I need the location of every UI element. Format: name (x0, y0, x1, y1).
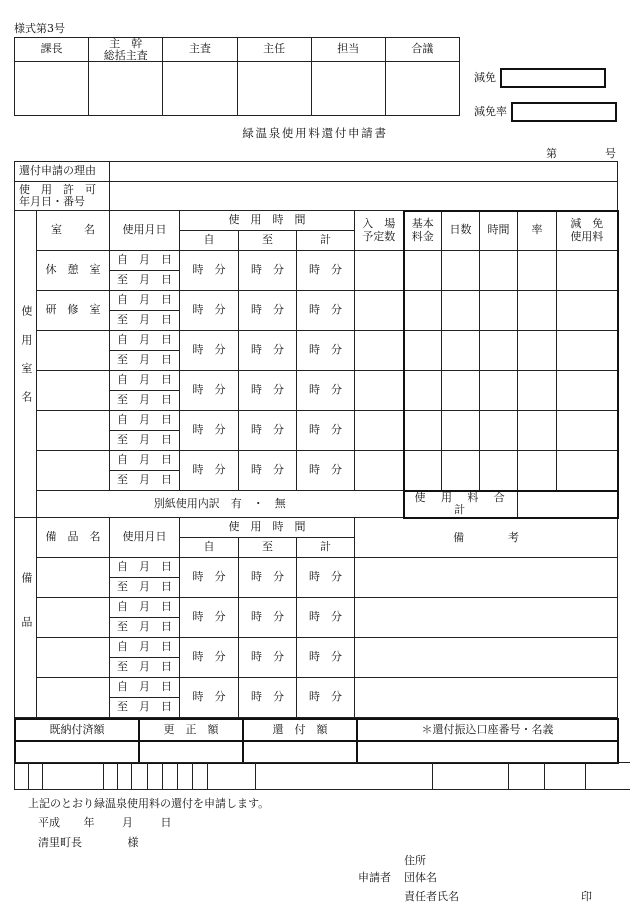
col-rate: 率 (518, 211, 557, 251)
col-equipment-name: 備 品 名 (37, 518, 110, 558)
main-table (14, 161, 619, 718)
date-month: 月 (122, 816, 133, 829)
reason-input[interactable] (110, 162, 618, 182)
expected-people-cell[interactable] (355, 451, 404, 491)
expected-people-cell[interactable] (355, 251, 404, 291)
reason-label: 還付申請の理由 (15, 162, 110, 182)
time-to[interactable]: 時 分 (239, 251, 297, 291)
menjo-field (474, 68, 606, 88)
date-from[interactable]: 自 月 日 (110, 411, 180, 431)
addressee-sama: 様 (127, 836, 139, 849)
applicant-label: 申請者 (358, 871, 391, 884)
equip-time-to[interactable]: 時 分 (239, 678, 297, 718)
digit-box[interactable] (118, 763, 132, 790)
approval-stamp-cell[interactable] (163, 62, 237, 116)
col-remarks: 備 考 (355, 518, 618, 558)
room-name: 研 修 室 (37, 291, 110, 331)
equip-date-from[interactable]: 自 月 日 (110, 678, 180, 698)
digit-box[interactable] (208, 763, 256, 790)
col-use-time: 使 用 時 間 (180, 211, 355, 231)
base-fee-cell[interactable] (404, 371, 442, 411)
rate-cell[interactable] (518, 411, 557, 451)
account-label: ＊還付振込口座番号・名義 (357, 719, 618, 741)
date-to[interactable]: 至 月 日 (110, 311, 180, 331)
days-cell[interactable] (442, 291, 480, 331)
addressee (38, 834, 139, 850)
date-to[interactable]: 至 月 日 (110, 271, 180, 291)
days-cell[interactable] (442, 251, 480, 291)
time-from[interactable]: 時 分 (180, 411, 239, 451)
rate-cell[interactable] (518, 371, 557, 411)
expected-people-cell[interactable] (355, 331, 404, 371)
date-year: 年 (83, 816, 95, 829)
col-time-from: 自 (180, 231, 239, 251)
room-name: 休 憩 室 (37, 251, 110, 291)
remarks-cell[interactable] (355, 558, 618, 598)
rate-cell[interactable] (518, 291, 557, 331)
approval-stamp-cell[interactable] (15, 62, 89, 116)
discount-fee-cell[interactable] (557, 331, 618, 371)
base-fee-cell[interactable] (404, 451, 442, 491)
menjo-label: 減免 (474, 71, 496, 84)
hours-cell[interactable] (480, 331, 518, 371)
col-equip-time-from: 自 (180, 538, 239, 558)
time-total[interactable]: 時 分 (297, 291, 355, 331)
time-total[interactable]: 時 分 (297, 411, 355, 451)
col-expected-people: 入 場 予定数 (355, 211, 404, 251)
hours-cell[interactable] (480, 251, 518, 291)
number-dai: 第 (546, 147, 557, 160)
digit-box[interactable] (433, 763, 509, 790)
room-name[interactable] (37, 331, 110, 371)
digit-box[interactable] (586, 763, 630, 790)
date-day: 日 (160, 816, 172, 829)
room-name[interactable] (37, 411, 110, 451)
rate-cell[interactable] (518, 331, 557, 371)
time-from[interactable]: 時 分 (180, 251, 239, 291)
permit-label (15, 182, 110, 211)
approval-header-kacho: 課長 (15, 38, 89, 62)
approval-stamp-cell[interactable] (89, 62, 163, 116)
approval-stamp-cell[interactable] (237, 62, 311, 116)
date-from[interactable]: 自 月 日 (110, 371, 180, 391)
menjo-rate-field (474, 102, 617, 122)
permit-label-line1: 使 用 許 可 (19, 183, 96, 197)
digit-box[interactable] (132, 763, 148, 790)
time-total[interactable]: 時 分 (297, 451, 355, 491)
equip-time-from[interactable]: 時 分 (180, 638, 239, 678)
hours-cell[interactable] (480, 451, 518, 491)
date-to[interactable]: 至 月 日 (110, 351, 180, 371)
equip-date-to[interactable]: 至 月 日 (110, 578, 180, 598)
equip-time-to[interactable]: 時 分 (239, 558, 297, 598)
approval-table (14, 37, 460, 116)
date-to[interactable]: 至 月 日 (110, 471, 180, 491)
discount-fee-cell[interactable] (557, 251, 618, 291)
equip-time-total[interactable]: 時 分 (297, 598, 355, 638)
date-line (38, 814, 172, 830)
page-title: 緑温泉使用料還付申請書 (242, 126, 388, 140)
equip-date-from[interactable]: 自 月 日 (110, 598, 180, 618)
digit-box[interactable] (509, 763, 545, 790)
refund-input[interactable] (243, 741, 357, 763)
account-input[interactable] (357, 741, 618, 763)
discount-fee-cell[interactable] (557, 411, 618, 451)
discount-fee-cell[interactable] (557, 291, 618, 331)
date-from[interactable]: 自 月 日 (110, 251, 180, 271)
days-cell[interactable] (442, 411, 480, 451)
equip-date-to[interactable]: 至 月 日 (110, 658, 180, 678)
declaration-text: 上記のとおり緑温泉使用料の還付を申請します。 (28, 797, 270, 810)
time-to[interactable]: 時 分 (239, 451, 297, 491)
time-from[interactable]: 時 分 (180, 291, 239, 331)
rate-cell[interactable] (518, 451, 557, 491)
time-from[interactable]: 時 分 (180, 371, 239, 411)
rooms-side-label (15, 211, 37, 518)
remarks-cell[interactable] (355, 678, 618, 718)
digit-box[interactable] (148, 763, 163, 790)
approval-stamp-cell[interactable] (385, 62, 459, 116)
col-discount-fee: 減 免 使用料 (557, 211, 618, 251)
equip-date-to[interactable]: 至 月 日 (110, 698, 180, 718)
base-fee-cell[interactable] (404, 331, 442, 371)
digit-box[interactable] (15, 763, 29, 790)
approval-header-gogi: 合議 (385, 38, 459, 62)
equip-time-total[interactable]: 時 分 (297, 558, 355, 598)
equipment-name-cell[interactable] (37, 598, 110, 638)
attachment-note: 別紙使用内訳 有 ・ 無 (37, 491, 404, 518)
digit-box[interactable] (545, 763, 586, 790)
time-to[interactable]: 時 分 (239, 331, 297, 371)
col-use-date: 使用月日 (110, 211, 180, 251)
expected-people-cell[interactable] (355, 371, 404, 411)
corrected-input[interactable] (139, 741, 243, 763)
menjo-input[interactable] (500, 68, 606, 88)
equip-date-from[interactable]: 自 月 日 (110, 558, 180, 578)
col-equipment-date: 使用月日 (110, 518, 180, 558)
approval-stamp-cell[interactable] (311, 62, 385, 116)
total-fee-input[interactable] (518, 491, 618, 518)
applicant-rep-label: 責任者氏名 (404, 890, 459, 903)
date-from[interactable]: 自 月 日 (110, 291, 180, 311)
hours-cell[interactable] (480, 371, 518, 411)
equipment-name-cell[interactable] (37, 678, 110, 718)
number-go: 号 (605, 147, 616, 160)
equip-time-to[interactable]: 時 分 (239, 638, 297, 678)
digit-box[interactable] (43, 763, 104, 790)
equipment-side-label-text: 備品 (19, 571, 33, 660)
col-base-fee: 基本 料金 (404, 211, 442, 251)
col-days: 日数 (442, 211, 480, 251)
col-equip-time-to: 至 (239, 538, 297, 558)
date-to[interactable]: 至 月 日 (110, 431, 180, 451)
equip-time-from[interactable]: 時 分 (180, 598, 239, 638)
col-equipment-time: 使 用 時 間 (180, 518, 355, 538)
digit-box[interactable] (163, 763, 178, 790)
seal-mark: 印 (581, 890, 592, 903)
approval-header-shusa: 主査 (163, 38, 237, 62)
days-cell[interactable] (442, 371, 480, 411)
menjo-rate-label: 減免率 (474, 105, 507, 118)
equip-date-to[interactable]: 至 月 日 (110, 618, 180, 638)
time-total[interactable]: 時 分 (297, 251, 355, 291)
equipment-name-cell[interactable] (37, 638, 110, 678)
date-from[interactable]: 自 月 日 (110, 451, 180, 471)
remarks-cell[interactable] (355, 638, 618, 678)
equip-time-from[interactable]: 時 分 (180, 678, 239, 718)
permit-input[interactable] (110, 182, 618, 211)
digit-box[interactable] (178, 763, 193, 790)
time-to[interactable]: 時 分 (239, 371, 297, 411)
addressee-name: 清里町長 (38, 836, 82, 849)
equipment-name-cell[interactable] (37, 558, 110, 598)
discount-fee-cell[interactable] (557, 371, 618, 411)
expected-people-cell[interactable] (355, 291, 404, 331)
menjo-rate-input[interactable] (511, 102, 617, 122)
refund-label: 還 付 額 (243, 719, 357, 741)
digit-box[interactable] (104, 763, 118, 790)
date-from[interactable]: 自 月 日 (110, 331, 180, 351)
time-to[interactable]: 時 分 (239, 291, 297, 331)
approval-header-shunin: 主任 (237, 38, 311, 62)
days-cell[interactable] (442, 451, 480, 491)
remarks-cell[interactable] (355, 598, 618, 638)
base-fee-cell[interactable] (404, 291, 442, 331)
equipment-side-label (15, 518, 37, 718)
col-hours: 時間 (480, 211, 518, 251)
amounts-table (14, 718, 619, 764)
hours-cell[interactable] (480, 291, 518, 331)
discount-fee-cell[interactable] (557, 451, 618, 491)
col-time-total: 計 (297, 231, 355, 251)
digit-box[interactable] (193, 763, 208, 790)
paid-input[interactable] (15, 741, 139, 763)
time-from[interactable]: 時 分 (180, 331, 239, 371)
equip-time-total[interactable]: 時 分 (297, 678, 355, 718)
room-name[interactable] (37, 451, 110, 491)
total-fee-label: 使 用 料 合 計 (404, 491, 518, 518)
date-to[interactable]: 至 月 日 (110, 391, 180, 411)
col-equip-time-total: 計 (297, 538, 355, 558)
approval-header-tanto: 担当 (311, 38, 385, 62)
base-fee-cell[interactable] (404, 411, 442, 451)
days-cell[interactable] (442, 331, 480, 371)
applicant-address-label: 住所 (404, 854, 426, 867)
applicant-org-label: 団体名 (404, 871, 437, 884)
col-time-to: 至 (239, 231, 297, 251)
digit-box-row (14, 762, 630, 790)
expected-people-cell[interactable] (355, 411, 404, 451)
room-name[interactable] (37, 371, 110, 411)
digit-box[interactable] (29, 763, 43, 790)
time-to[interactable]: 時 分 (239, 411, 297, 451)
rooms-side-label-text: 使用室名 (19, 305, 33, 420)
equip-time-total[interactable]: 時 分 (297, 638, 355, 678)
time-total[interactable]: 時 分 (297, 371, 355, 411)
col-room-name: 室 名 (37, 211, 110, 251)
paid-label: 既納付済額 (15, 719, 139, 741)
corrected-label: 更 正 額 (139, 719, 243, 741)
approval-header-shukan: 主 幹 総括主査 (89, 38, 163, 62)
digit-box[interactable] (256, 763, 433, 790)
permit-label-line2: 年月日・番号 (19, 195, 85, 208)
form-number: 様式第3号 (14, 22, 65, 35)
base-fee-cell[interactable] (404, 251, 442, 291)
equip-date-from[interactable]: 自 月 日 (110, 638, 180, 658)
time-from[interactable]: 時 分 (180, 451, 239, 491)
time-total[interactable]: 時 分 (297, 331, 355, 371)
date-era: 平成 (38, 816, 60, 829)
equip-time-from[interactable]: 時 分 (180, 558, 239, 598)
hours-cell[interactable] (480, 411, 518, 451)
rate-cell[interactable] (518, 251, 557, 291)
equip-time-to[interactable]: 時 分 (239, 598, 297, 638)
